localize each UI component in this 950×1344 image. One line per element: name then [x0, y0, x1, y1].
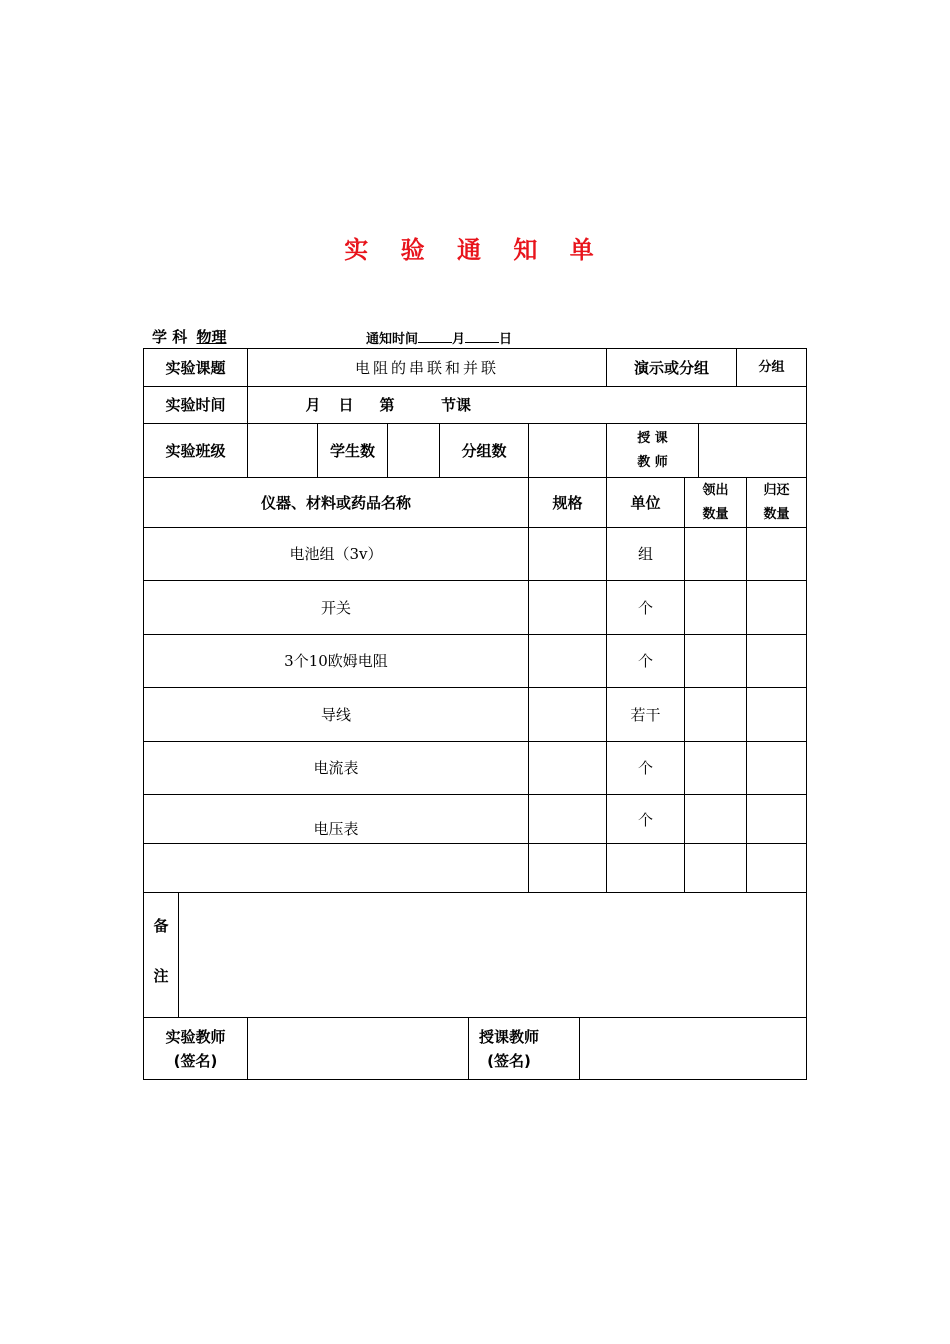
- students-label: 学生数: [329, 441, 375, 460]
- groups-label: 分组数: [461, 441, 507, 460]
- remarks-label-line2: 注: [153, 967, 169, 985]
- month-blank: [418, 330, 452, 343]
- lab-teacher-signature-label: [144, 1018, 247, 1079]
- time-lesson: 节课: [440, 396, 471, 414]
- material-unit-row-2: 个: [637, 598, 653, 617]
- grid-line: [806, 348, 807, 1080]
- grid-line: [143, 1079, 807, 1080]
- course-teacher-label-line1: 授 课: [637, 430, 668, 446]
- material-name-row-5: 电流表: [313, 759, 359, 777]
- grid-line: [178, 892, 179, 1017]
- course-teacher-label: [607, 424, 698, 477]
- materials-return-header: [747, 478, 806, 527]
- grid-line: [698, 423, 699, 477]
- material-name-row-3: 3个10欧姆电阻: [284, 652, 388, 670]
- materials-spec-header: 规格: [552, 493, 583, 512]
- demo-or-group-label: 演示或分组: [633, 358, 709, 377]
- materials-return-header-line2: 数量: [763, 506, 790, 522]
- notice-time-label: 通知时间: [366, 332, 419, 347]
- materials-out-header-line1: 领出: [702, 482, 729, 498]
- subject-line: [152, 326, 226, 346]
- topic-value: 电阻的串联和并联: [354, 358, 499, 377]
- time-label: 实验时间: [165, 396, 226, 414]
- page-title: 实 验 通 知 单: [344, 236, 606, 264]
- materials-out-header: [685, 478, 746, 527]
- grid-line: [387, 423, 388, 477]
- grid-line: [579, 1017, 580, 1079]
- grid-line: [746, 477, 747, 892]
- time-day: 日: [338, 396, 354, 414]
- grid-line: [247, 386, 248, 423]
- material-name-row-1: 电池组（3v）: [289, 545, 383, 563]
- time-month: 月: [305, 396, 321, 414]
- materials-unit-header: 单位: [630, 493, 661, 512]
- grid-line: [247, 423, 248, 477]
- material-unit-row-6: 个: [637, 811, 653, 829]
- day-blank: [465, 330, 499, 343]
- material-unit-row-3: 个: [637, 652, 653, 670]
- grid-line: [143, 843, 807, 844]
- course-teacher-signature-label: [469, 1018, 549, 1079]
- course-teacher-sig-line2: (签名): [487, 1051, 531, 1070]
- lab-teacher-label-line1: 实验教师: [165, 1027, 226, 1046]
- grid-line: [247, 1017, 248, 1079]
- subject-label: 学 科: [152, 328, 188, 346]
- grid-line: [684, 477, 685, 892]
- time-period: 第: [379, 396, 395, 414]
- material-unit-row-4: 若干: [630, 705, 661, 724]
- materials-name-header: 仪器、材料或药品名称: [260, 493, 411, 512]
- notice-time: [366, 328, 512, 347]
- course-teacher-sig-line1: 授课教师: [478, 1027, 539, 1046]
- grid-line: [528, 477, 529, 892]
- material-name-row-2: 开关: [320, 598, 351, 617]
- materials-return-header-line1: 归还: [763, 482, 790, 498]
- materials-out-header-line2: 数量: [702, 506, 729, 522]
- topic-label: 实验课题: [165, 358, 226, 377]
- grid-line: [143, 794, 807, 795]
- lab-teacher-label-line2: (签名): [173, 1051, 218, 1070]
- class-label: 实验班级: [165, 441, 226, 460]
- subject-value: 物理: [196, 328, 227, 346]
- material-name-row-6: 电压表: [313, 820, 359, 838]
- remarks-label-line1: 备: [153, 917, 169, 935]
- material-name-row-4: 导线: [320, 705, 351, 724]
- notice-day: 日: [499, 332, 513, 347]
- material-unit-row-1: 组: [637, 545, 653, 563]
- grid-line: [143, 892, 807, 893]
- notice-month: 月: [452, 332, 466, 347]
- material-unit-row-5: 个: [637, 759, 653, 777]
- course-teacher-label-line2: 教 师: [637, 454, 668, 470]
- demo-or-group-value: 分组: [758, 359, 785, 375]
- grid-line: [528, 423, 529, 477]
